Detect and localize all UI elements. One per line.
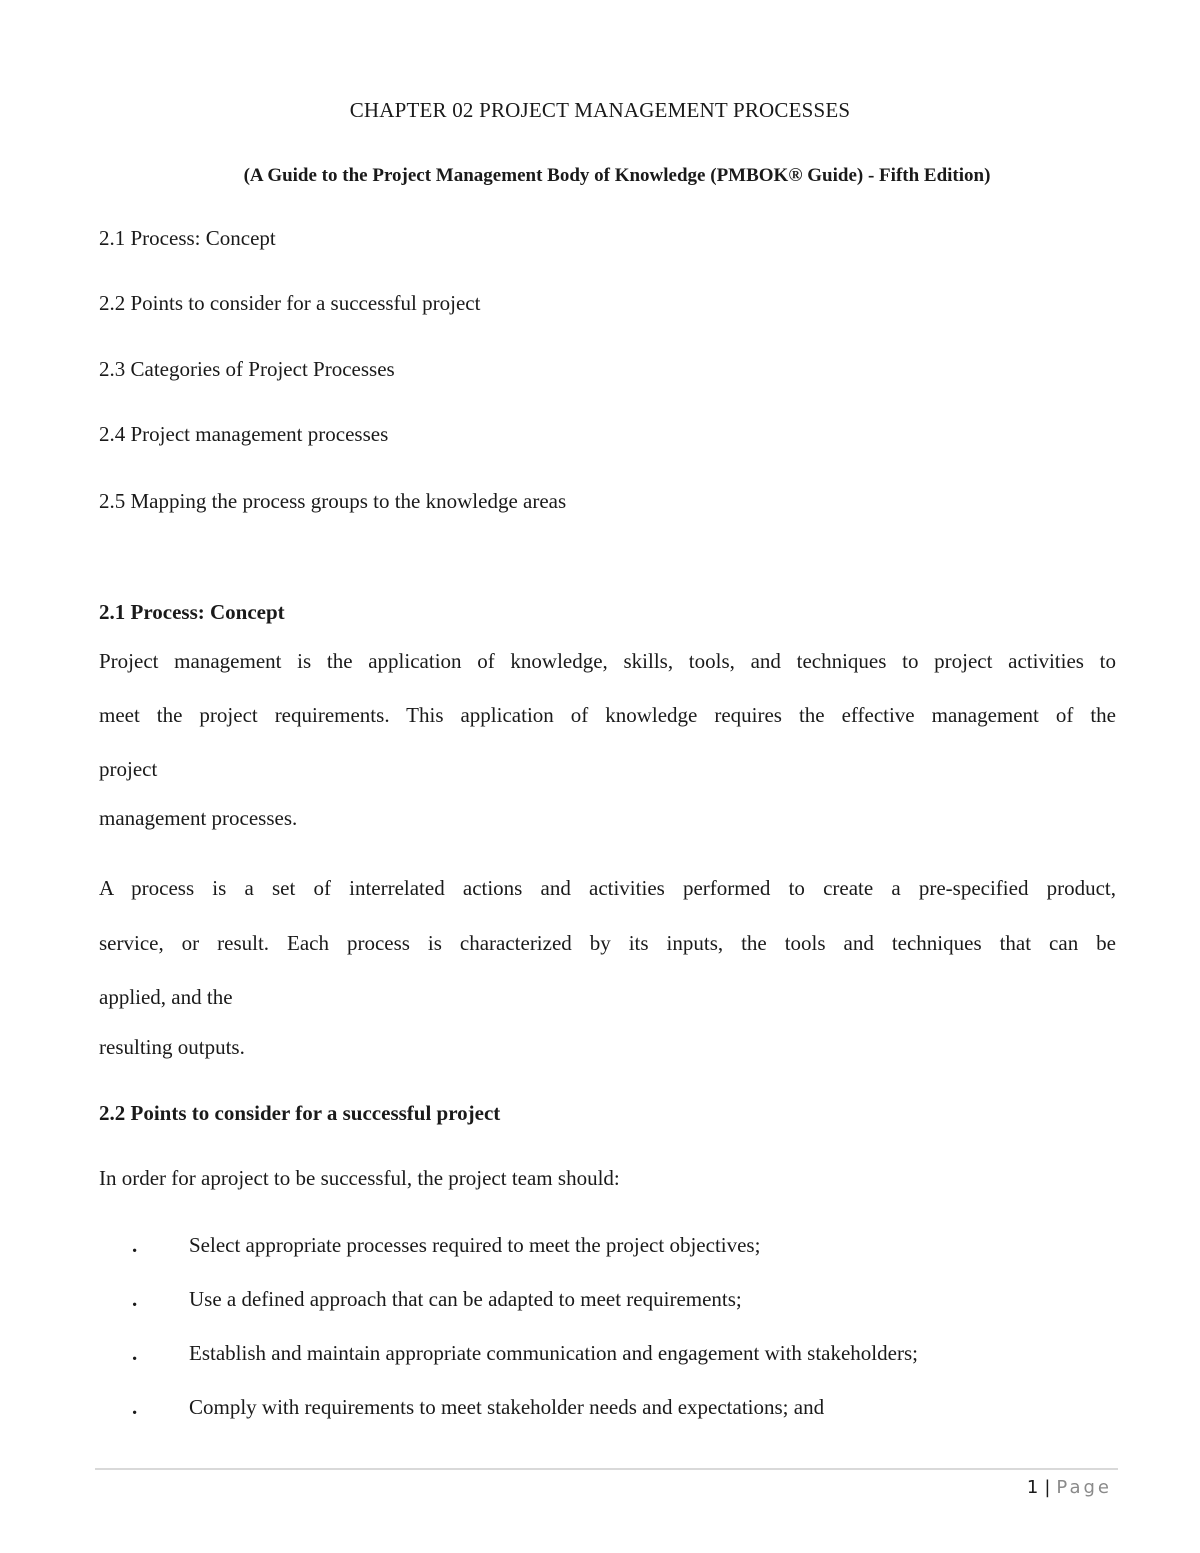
list-item: Select appropriate processes required to meet the project objectives; — [189, 1233, 761, 1257]
page-number: 1 — [1026, 1477, 1039, 1498]
toc-item: 2.3 Categories of Project Processes — [99, 357, 395, 381]
paragraph-line: applied, and the — [99, 985, 233, 1009]
footer-divider — [95, 1468, 1118, 1470]
section-heading-2-1: 2.1 Process: Concept — [99, 600, 285, 624]
paragraph-line: resulting outputs. — [99, 1035, 245, 1059]
toc-item: 2.1 Process: Concept — [99, 226, 276, 250]
paragraph-line: service, or result. Each process is characterized by its inputs, the tools and techniques that can be — [99, 931, 1116, 955]
list-item: Comply with requirements to meet stakeholder needs and expectations; and — [189, 1395, 825, 1419]
bullet-marker: . — [132, 1341, 138, 1365]
toc-item: 2.2 Points to consider for a successful project — [99, 291, 481, 315]
page-footer — [1027, 1477, 1112, 1498]
list-item: Establish and maintain appropriate communication and engagement with stakeholders; — [189, 1341, 918, 1365]
paragraph-line: meet the project requirements. This application of knowledge requires the effective management of the — [99, 703, 1116, 727]
paragraph-line: Project management is the application of knowledge, skills, tools, and techniques to project activities to — [99, 649, 1116, 673]
bullet-marker: . — [132, 1233, 138, 1257]
chapter-subtitle: (A Guide to the Project Management Body of Knowledge (PMBOK® Guide) - Fifth Edition) — [243, 165, 991, 186]
bullet-marker: . — [132, 1395, 138, 1419]
chapter-title: CHAPTER 02 PROJECT MANAGEMENT PROCESSES — [349, 98, 851, 122]
toc-item: 2.4 Project management processes — [99, 422, 389, 446]
paragraph-line: A process is a set of interrelated actions and activities performed to create a pre-specified product, — [99, 876, 1116, 900]
footer-separator: | — [1044, 1477, 1051, 1498]
paragraph-line: management processes. — [99, 806, 298, 830]
page-label: Page — [1056, 1477, 1112, 1498]
intro-line: In order for aproject to be successful, the project team should: — [99, 1166, 620, 1190]
toc-item: 2.5 Mapping the process groups to the knowledge areas — [99, 489, 567, 513]
bullet-marker: . — [132, 1287, 138, 1311]
section-heading-2-2: 2.2 Points to consider for a successful project — [99, 1101, 501, 1125]
paragraph-line: project — [99, 757, 158, 781]
list-item: Use a defined approach that can be adapted to meet requirements; — [189, 1287, 742, 1311]
